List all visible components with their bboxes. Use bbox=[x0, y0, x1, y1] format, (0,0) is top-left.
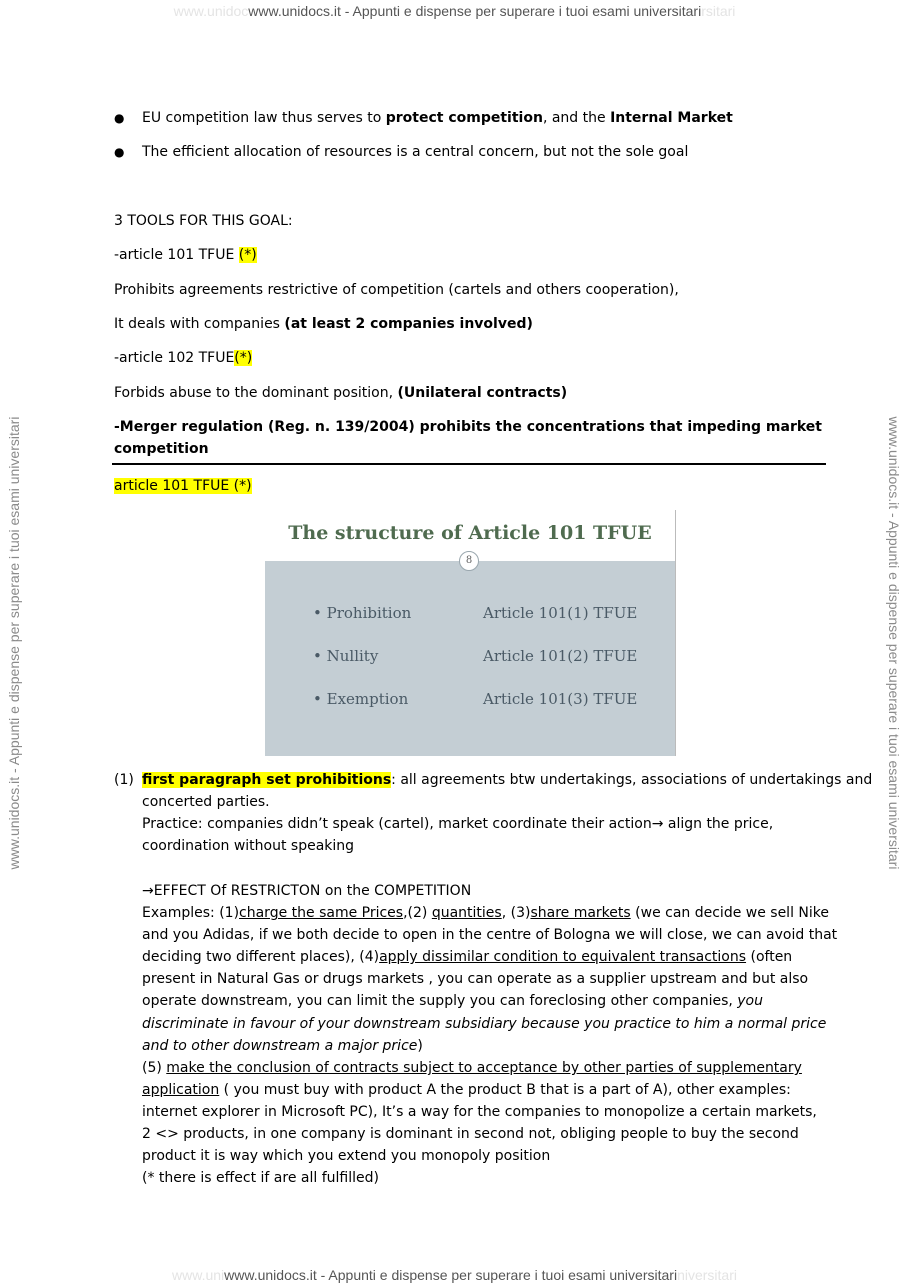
companies-bold: (at least 2 companies involved) bbox=[284, 316, 533, 332]
para-line-8: present in Natural Gas or drugs markets , you can operate as a supplier upstream and but also bbox=[142, 971, 809, 987]
article-101-mark: (*) bbox=[238, 247, 257, 263]
article-102-line bbox=[114, 347, 252, 369]
para-line-6: and you Adidas, if we both decide to open in the centre of Bologna we will close, we can avoid that bbox=[142, 927, 838, 943]
bullet-item-1 bbox=[142, 107, 733, 129]
slide-row-ref: Article 101(1) TFUE bbox=[483, 604, 638, 622]
bullet-1-text: EU competition law thus serves to bbox=[142, 110, 386, 126]
examples-mid-2: , (3) bbox=[501, 905, 531, 921]
para-line-7 bbox=[142, 946, 792, 968]
section-divider bbox=[112, 463, 826, 465]
example-2: quantities bbox=[431, 905, 502, 921]
slide-row-exemption bbox=[313, 690, 653, 708]
para-lead: first paragraph set prohibitions bbox=[142, 772, 392, 788]
article-102-desc bbox=[114, 382, 567, 404]
para-line-10: discriminate in favour of your downstream subsidiary because you practice to him a normal price bbox=[142, 1016, 827, 1032]
para-line-1 bbox=[142, 769, 872, 791]
slide-row-label: • Prohibition bbox=[313, 604, 412, 622]
para-line-12-pre: (5) bbox=[142, 1060, 167, 1076]
examples-line bbox=[142, 902, 829, 924]
slide-image bbox=[265, 510, 676, 756]
para-line-7-rest: (often bbox=[746, 949, 793, 965]
para-line-14: internet explorer in Microsoft PC), It’s a way for the companies to monopolize a certain markets, bbox=[142, 1104, 817, 1120]
para-line-9 bbox=[142, 990, 763, 1012]
examples-rest: (we can decide we sell Nike bbox=[630, 905, 829, 921]
para-line-1-rest: : all agreements btw undertakings, associations of undertakings and bbox=[391, 772, 873, 788]
page-header-watermark bbox=[0, 3, 909, 19]
bullet-1-bold: protect competition bbox=[385, 110, 543, 126]
para-line-11-italic: and to other downstream a major price bbox=[142, 1038, 418, 1054]
article-101-label: -article 101 TFUE bbox=[114, 247, 239, 263]
bullet-1-mid: , and the bbox=[542, 110, 611, 126]
slide-row-label: • Nullity bbox=[313, 647, 379, 665]
article-101-line bbox=[114, 244, 257, 266]
footer-ghost-right: niversitari bbox=[677, 1267, 737, 1283]
slide-title: The structure of Article 101 TFUE bbox=[288, 522, 652, 544]
merger-line-1: -Merger regulation (Reg. n. 139/2004) prohibits the concentrations that impeding market bbox=[114, 419, 822, 435]
right-side-watermark: www.unidocs.it - Appunti e dispense per superare i tuoi esami universitari bbox=[886, 416, 902, 870]
article-102-label: -article 102 TFUE bbox=[114, 350, 235, 366]
example-5: make the conclusion of contracts subject to acceptance by other parties of supplementary bbox=[166, 1060, 802, 1076]
para-line-9-pre: operate downstream, you can limit the supply you can foreclosing other companies, bbox=[142, 993, 738, 1009]
footer-text: www.unidocs.it - Appunti e dispense per superare i tuoi esami universitari bbox=[224, 1267, 678, 1283]
article-101-desc: Prohibits agreements restrictive of competition (cartels and others cooperation), bbox=[114, 282, 679, 298]
slide-row-nullity bbox=[313, 647, 653, 665]
slide-row-ref: Article 101(2) TFUE bbox=[483, 647, 638, 665]
section-heading bbox=[114, 475, 252, 497]
examples-mid-1: ,(2) bbox=[403, 905, 432, 921]
para-line-11 bbox=[142, 1035, 423, 1057]
para-line-3: Practice: companies didn’t speak (cartel), market coordinate their action→ align the price, bbox=[142, 816, 774, 832]
bullet-item-2: The efficient allocation of resources is a central concern, but not the sole goal bbox=[142, 144, 689, 160]
tools-heading: 3 TOOLS FOR THIS GOAL: bbox=[114, 213, 293, 229]
slide-number-badge: 8 bbox=[459, 551, 479, 571]
bullet-dot: ● bbox=[114, 111, 125, 125]
para-line-9-italic: you bbox=[737, 993, 763, 1009]
example-1: charge the same Prices bbox=[239, 905, 404, 921]
example-5-cont: application bbox=[142, 1082, 220, 1098]
para-line-12 bbox=[142, 1057, 802, 1079]
examples-pre: Examples: (1) bbox=[142, 905, 240, 921]
slide-content-band bbox=[265, 561, 675, 756]
article-102-mark: (*) bbox=[234, 350, 253, 366]
slide-row-ref: Article 101(3) TFUE bbox=[483, 690, 638, 708]
merger-line-2: competition bbox=[114, 441, 209, 457]
para-line-13 bbox=[142, 1079, 791, 1101]
header-text: www.unidocs.it - Appunti e dispense per superare i tuoi esami universitari bbox=[248, 3, 702, 19]
slide-row-label: • Exemption bbox=[313, 690, 409, 708]
companies-text: It deals with companies bbox=[114, 316, 285, 332]
para-line-13-rest: ( you must buy with product A the product B that is a part of A), other examples: bbox=[219, 1082, 791, 1098]
effect-heading: →EFFECT Of RESTRICTON on the COMPETITION bbox=[142, 883, 472, 899]
left-side-watermark: www.unidocs.it - Appunti e dispense per superare i tuoi esami universitari bbox=[6, 416, 22, 870]
article-102-desc-text: Forbids abuse to the dominant position, bbox=[114, 385, 398, 401]
header-ghost: www.unidoc bbox=[173, 3, 249, 19]
page-footer-watermark bbox=[0, 1267, 909, 1283]
article-101-companies bbox=[114, 313, 533, 335]
footer-ghost: www.uni bbox=[172, 1267, 225, 1283]
para-line-11-rest: ) bbox=[417, 1038, 423, 1054]
article-102-desc-bold: (Unilateral contracts) bbox=[397, 385, 568, 401]
para-line-16: product it is way which you extend you monopoly position bbox=[142, 1148, 551, 1164]
header-ghost-right: rsitari bbox=[701, 3, 736, 19]
para-line-15: 2 <> products, in one company is dominant in second not, obliging people to buy the second bbox=[142, 1126, 799, 1142]
bullet-1-bold2: Internal Market bbox=[610, 110, 733, 126]
example-3: share markets bbox=[530, 905, 631, 921]
example-4: apply dissimilar condition to equivalent transactions bbox=[379, 949, 747, 965]
para-line-4: coordination without speaking bbox=[142, 838, 355, 854]
para-line-2: concerted parties. bbox=[142, 794, 270, 810]
section-heading-text: article 101 TFUE (*) bbox=[114, 478, 252, 494]
bullet-dot: ● bbox=[114, 145, 125, 159]
slide-row-prohibition bbox=[313, 604, 653, 622]
paragraph-number: (1) bbox=[114, 772, 134, 788]
para-line-7-pre: deciding two different places), (4) bbox=[142, 949, 380, 965]
para-line-17: (* there is effect if are all fulfilled) bbox=[142, 1170, 379, 1186]
